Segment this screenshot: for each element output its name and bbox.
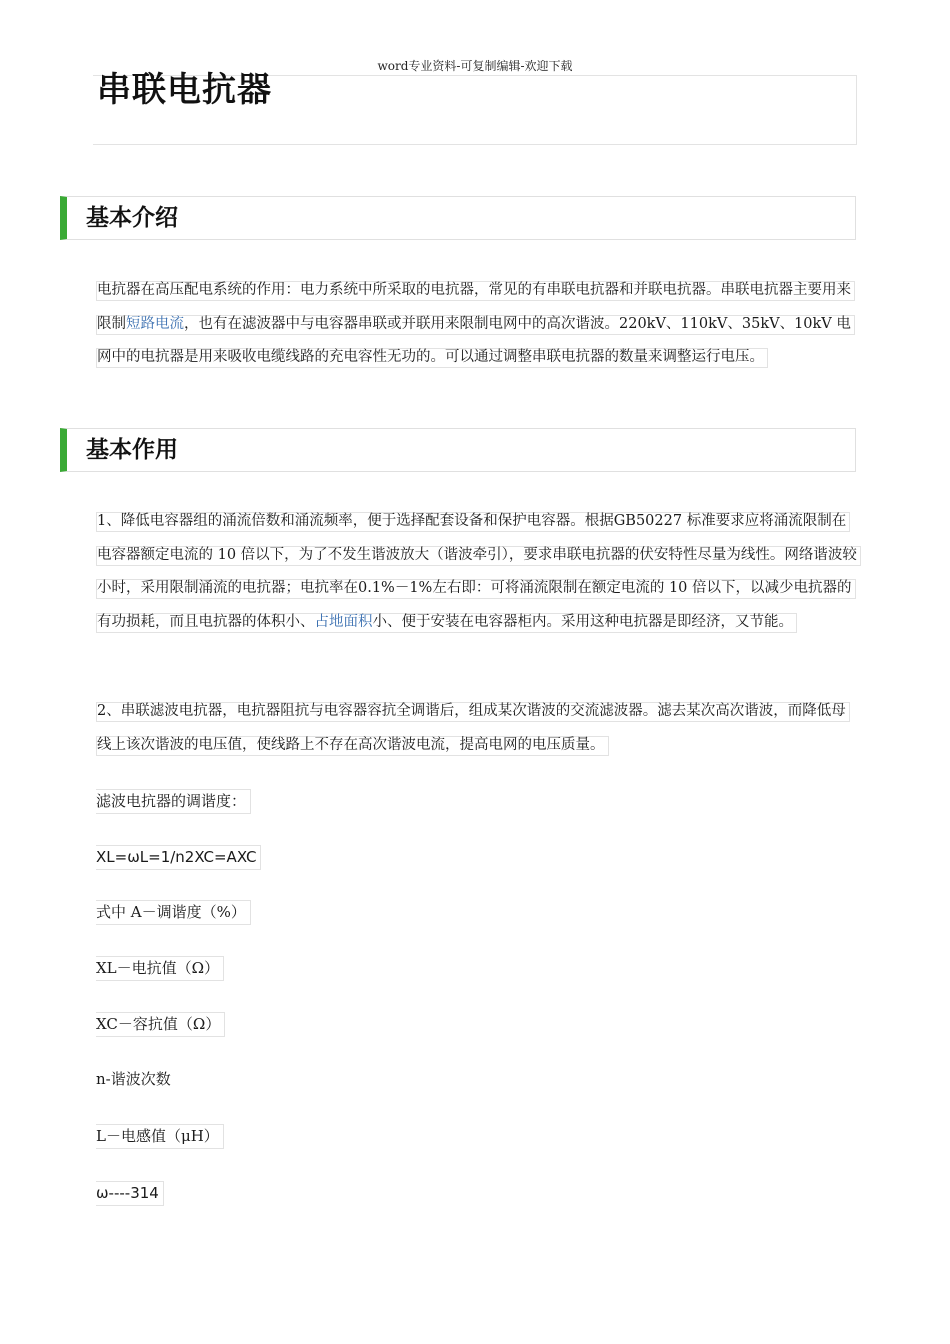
section-heading-functions	[60, 428, 856, 472]
definition-l: L－电感值（μH）	[96, 1124, 224, 1149]
function-1-text-b: 小、便于安装在电容器柜内。采用这种电抗器是即经济，又节能。	[372, 613, 793, 630]
definition-xc: XC－容抗值（Ω）	[96, 1012, 225, 1037]
intro-paragraph	[96, 274, 858, 375]
definition-omega: ω----314	[96, 1181, 164, 1206]
short-circuit-current-link[interactable]: 短路电流	[126, 315, 184, 332]
floor-area-link[interactable]: 占地面积	[314, 613, 373, 630]
function-2-text: 2、串联滤波电抗器，电抗器阻抗与电容器容抗全调谐后，组成某次谐波的交流滤波器。滤去某次高次谐波，而降低母线上该次谐波的电压值，使线路上不存在高次谐波电流，提高电网的电压质量。	[96, 702, 850, 756]
intro-text-b: ，也有在滤波器中与电容器串联或并联用来限制电网中的高次谐波。220kV、110kV、35kV、10kV 电网中的电抗器是用来吸收电缆线路的充电容性无功的。可以通过调整串联电抗器的数量来调整运行电压。	[97, 315, 851, 365]
definition-xl: XL－电抗值（Ω）	[96, 956, 224, 981]
tuning-formula: XL=ωL=1/n2XC=AXC	[96, 845, 261, 870]
definition-n: n-谐波次数	[96, 1070, 171, 1088]
section-heading-intro	[60, 196, 856, 240]
definition-a: 式中 A－调谐度（%）	[96, 900, 251, 925]
section-heading-functions-label: 基本作用	[86, 437, 178, 463]
tuning-label: 滤波电抗器的调谐度：	[96, 789, 251, 814]
function-1-text-a: 1、降低电容器组的涌流倍数和涌流频率，便于选择配套设备和保护电容器。根据GB50227 标准要求应将涌流限制在电容器额定电流的 10 倍以下，为了不发生谐波放大（谐波牵引），要求串联电抗器的伏安特性尽量为线性。网络谐波较小时，采用限制涌流的电抗器；电抗率在0.1%－1%左右即：可将涌流限制在额定电流的 10 倍以下，以减少电抗器的有功损耗，而且电抗器的体积小、	[97, 513, 857, 630]
section-heading-intro-label: 基本介绍	[86, 205, 178, 231]
function-paragraph-1	[96, 505, 858, 639]
intro-text-a: 电抗器在高压配电系统的作用：电力系统中所采取的电抗器，常见的有串联电抗器和并联电抗器。串联电抗器主要用来限制	[97, 282, 851, 332]
page-title: 串联电抗器	[97, 70, 272, 110]
function-paragraph-2	[96, 695, 858, 762]
watermark-text: word专业资料-可复制编辑-欢迎下载	[377, 59, 573, 73]
